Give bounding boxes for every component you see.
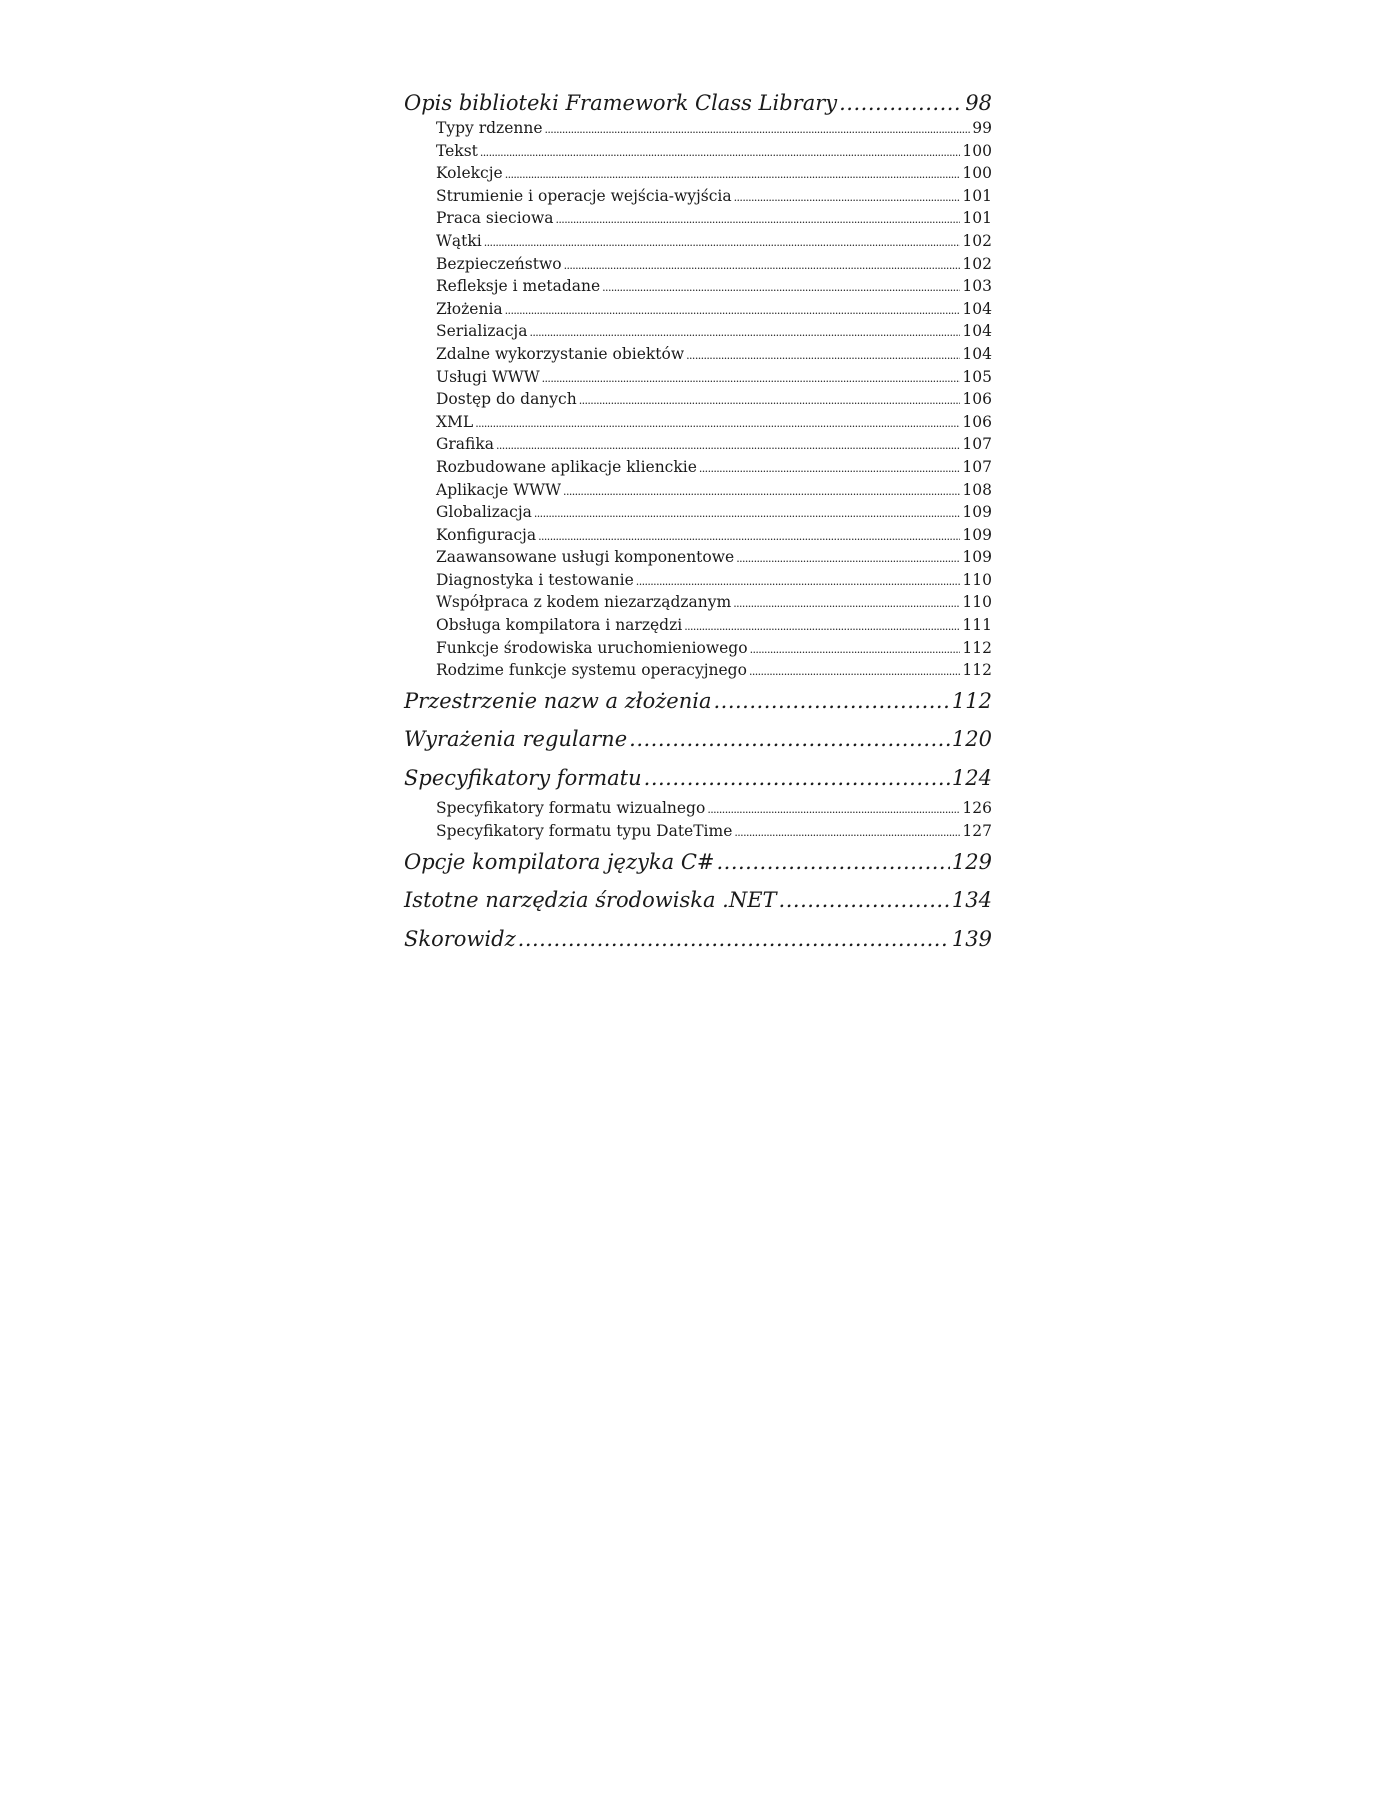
toc-entry-sub[interactable] [404, 140, 992, 163]
dot-leader [684, 614, 960, 639]
dot-leader [686, 343, 960, 368]
toc-page-number: 105 [962, 366, 992, 389]
toc-entry-sub[interactable] [404, 433, 992, 456]
toc-entry-main[interactable] [404, 881, 992, 920]
toc-page-number: 104 [962, 320, 992, 343]
dot-leader [579, 388, 961, 413]
toc-entry-title: Zaawansowane usługi komponentowe [436, 546, 734, 569]
toc-page-number: 112 [962, 637, 992, 660]
toc-page-number: 127 [962, 820, 992, 843]
toc-entry-title: Wątki [436, 230, 482, 253]
toc-entry-title: Serializacja [436, 320, 527, 343]
toc-entry-sub[interactable] [404, 411, 992, 434]
toc-entry-title: Przestrzenie nazw a złożenia [404, 682, 711, 721]
toc-entry-sub[interactable] [404, 820, 992, 843]
toc-entry-title: Usługi WWW [436, 366, 540, 389]
dot-leader [505, 162, 961, 187]
toc-page-number: 104 [962, 298, 992, 321]
toc-entry-title: Grafika [436, 433, 494, 456]
toc-entry-title: Opcje kompilatora języka C# [404, 843, 714, 882]
dot-leader [529, 320, 960, 345]
toc-page-number: 102 [962, 230, 992, 253]
toc-entry-sub[interactable] [404, 524, 992, 547]
dot-leader [496, 433, 960, 458]
toc-entry-title: Tekst [436, 140, 478, 163]
dot-leader [629, 720, 950, 759]
toc-entry-sub[interactable] [404, 275, 992, 298]
table-of-contents [404, 90, 992, 958]
toc-page-number: 109 [962, 501, 992, 524]
toc-page-number: 109 [962, 546, 992, 569]
toc-entry-sub[interactable] [404, 388, 992, 411]
toc-entry-title: Kolekcje [436, 162, 503, 185]
toc-entry-title: Praca sieciowa [436, 207, 554, 230]
toc-page-number: 100 [962, 140, 992, 163]
toc-entry-sub[interactable] [404, 546, 992, 569]
toc-entry-title: Złożenia [436, 298, 503, 321]
toc-page-number: 134 [952, 881, 992, 920]
toc-entry-sub[interactable] [404, 343, 992, 366]
toc-page-number: 110 [962, 569, 992, 592]
toc-entry-sub[interactable] [404, 797, 992, 820]
toc-page-number: 112 [952, 682, 992, 721]
dot-leader [475, 411, 960, 436]
dot-leader [518, 920, 950, 959]
toc-entry-main[interactable] [404, 843, 992, 882]
toc-page-number: 120 [952, 720, 992, 759]
toc-page-number: 99 [972, 117, 992, 140]
dot-leader [484, 230, 961, 255]
dot-leader [734, 820, 960, 845]
toc-entry-main[interactable] [404, 759, 992, 798]
dot-leader [733, 591, 960, 616]
toc-entry-sub[interactable] [404, 479, 992, 502]
toc-entry-title: Specyfikatory formatu typu DateTime [436, 820, 732, 843]
toc-entry-title: Specyfikatory formatu wizualnego [436, 797, 705, 820]
toc-page-number: 101 [962, 185, 992, 208]
toc-page-number: 102 [962, 253, 992, 276]
dot-leader [602, 275, 960, 300]
toc-entry-title: Skorowidz [404, 920, 516, 959]
dot-leader [545, 117, 971, 142]
toc-entry-title: Diagnostyka i testowanie [436, 569, 634, 592]
toc-entry-title: Refleksje i metadane [436, 275, 600, 298]
toc-page-number: 106 [962, 411, 992, 434]
dot-leader [636, 569, 961, 594]
toc-entry-title: Typy rdzenne [436, 117, 543, 140]
dot-leader [542, 366, 961, 391]
toc-entry-title: Konfiguracja [436, 524, 536, 547]
toc-page-number: 106 [962, 388, 992, 411]
dot-leader [736, 546, 960, 571]
dot-leader [480, 140, 961, 165]
toc-entry-title: Dostęp do danych [436, 388, 577, 411]
toc-entry-sub[interactable] [404, 320, 992, 343]
dot-leader [839, 90, 963, 117]
toc-entry-sub[interactable] [404, 162, 992, 185]
toc-entry-title: Obsługa kompilatora i narzędzi [436, 614, 682, 637]
dot-leader [707, 797, 960, 822]
toc-page-number: 110 [962, 591, 992, 614]
toc-page-number: 103 [962, 275, 992, 298]
toc-entry-main[interactable] [404, 90, 992, 117]
toc-entry-title: Rozbudowane aplikacje klienckie [436, 456, 697, 479]
toc-page-number: 101 [962, 207, 992, 230]
toc-page-number: 112 [962, 659, 992, 682]
toc-entry-title: Rodzime funkcje systemu operacyjnego [436, 659, 747, 682]
dot-leader [534, 501, 961, 526]
toc-entry-title: Współpraca z kodem niezarządzanym [436, 591, 731, 614]
toc-entry-main[interactable] [404, 682, 992, 721]
toc-page-number: 107 [962, 456, 992, 479]
toc-entry-sub[interactable] [404, 456, 992, 479]
dot-leader [699, 456, 961, 481]
toc-entry-main[interactable] [404, 720, 992, 759]
toc-entry-sub[interactable] [404, 637, 992, 660]
toc-entry-title: Wyrażenia regularne [404, 720, 627, 759]
toc-entry-title: Strumienie i operacje wejścia-wyjścia [436, 185, 732, 208]
toc-page-number: 104 [962, 343, 992, 366]
toc-entry-title: Specyfikatory formatu [404, 759, 642, 798]
toc-page-number: 139 [952, 920, 992, 959]
toc-entry-title: Bezpieczeństwo [436, 253, 562, 276]
dot-leader [505, 298, 961, 323]
toc-entry-sub[interactable] [404, 591, 992, 614]
toc-entry-title: Istotne narzędzia środowiska .NET [404, 881, 777, 920]
toc-entry-sub[interactable] [404, 117, 992, 140]
dot-leader [716, 843, 949, 882]
toc-entry-title: Funkcje środowiska uruchomieniowego [436, 637, 748, 660]
toc-page-number: 107 [962, 433, 992, 456]
toc-entry-sub[interactable] [404, 207, 992, 230]
dot-leader [749, 659, 960, 684]
toc-entry-sub[interactable] [404, 298, 992, 321]
toc-entry-sub[interactable] [404, 501, 992, 524]
toc-entry-sub[interactable] [404, 366, 992, 389]
dot-leader [563, 479, 960, 504]
toc-page-number: 98 [965, 91, 992, 115]
toc-entry-sub[interactable] [404, 614, 992, 637]
toc-entry-title: Aplikacje WWW [436, 479, 561, 502]
dot-leader [564, 253, 961, 278]
toc-entry-sub[interactable] [404, 185, 992, 208]
toc-entry-main[interactable] [404, 920, 992, 959]
toc-entry-title: Opis biblioteki Framework Class Library [404, 91, 838, 115]
toc-entry-title: Globalizacja [436, 501, 532, 524]
dot-leader [713, 682, 949, 721]
toc-page-number: 100 [962, 162, 992, 185]
toc-page-number: 129 [952, 843, 992, 882]
dot-leader [644, 759, 950, 798]
dot-leader [556, 207, 961, 232]
toc-entry-sub[interactable] [404, 569, 992, 592]
toc-page-number: 124 [952, 759, 992, 798]
toc-entry-sub[interactable] [404, 659, 992, 682]
toc-page-number: 109 [962, 524, 992, 547]
dot-leader [734, 185, 961, 210]
toc-page-number: 108 [962, 479, 992, 502]
toc-entry-title: Zdalne wykorzystanie obiektów [436, 343, 684, 366]
dot-leader [779, 881, 950, 920]
toc-page-number: 126 [962, 797, 992, 820]
toc-page-number: 111 [962, 614, 992, 637]
dot-leader [538, 524, 960, 549]
toc-entry-sub[interactable] [404, 253, 992, 276]
toc-entry-sub[interactable] [404, 230, 992, 253]
toc-entry-title: XML [436, 411, 473, 434]
dot-leader [750, 637, 961, 662]
